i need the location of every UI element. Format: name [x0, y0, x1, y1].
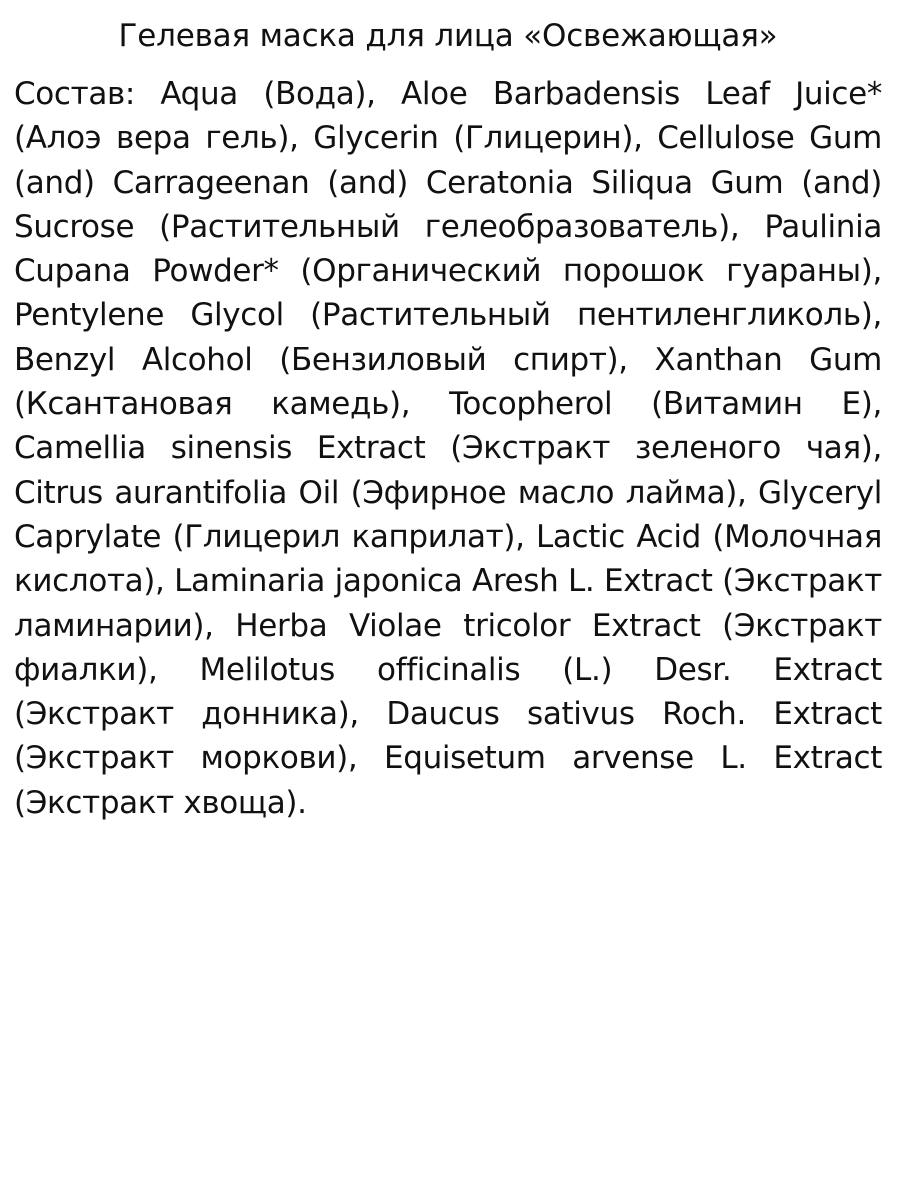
ingredients-text: Состав: Aqua (Вода), Aloe Barbadensis Leaf Juice* (Алоэ вера гель), Glycerin (Глицерин), Cellulose Gum (and) Carrageenan (and) Ceratonia Siliqua Gum (and) Sucrose (Растительный гелеобразователь), Paulinia Cupana Powder* (Органический порошок гуараны), Pentylene Glycol (Растительный пентиленгликоль), Benzyl Alcohol (Бензиловый спирт), Xanthan Gum (Ксантановая камедь), Tocopherol (Витамин Е), Camellia sinensis Extract (Экстракт зеленого чая), Citrus aurantifolia Oil (Эфирное масло лайма), Glyceryl Caprylate (Глицерил каприлат), Lactic Acid (Молочная кислота), Laminaria japonica Aresh L. Extract (Экстракт ламинарии), Herba Violae tricolor Extract (Экстракт фиалки), Melilotus officinalis (L.) Desr. Extract (Экстракт донника), Daucus sativus Roch. Extract (Экстракт моркови), Equisetum arvense L. Extract (Экстракт хвоща). — [14, 76, 882, 821]
product-title: Гелевая маска для лица «Освежающая» — [118, 18, 778, 54]
